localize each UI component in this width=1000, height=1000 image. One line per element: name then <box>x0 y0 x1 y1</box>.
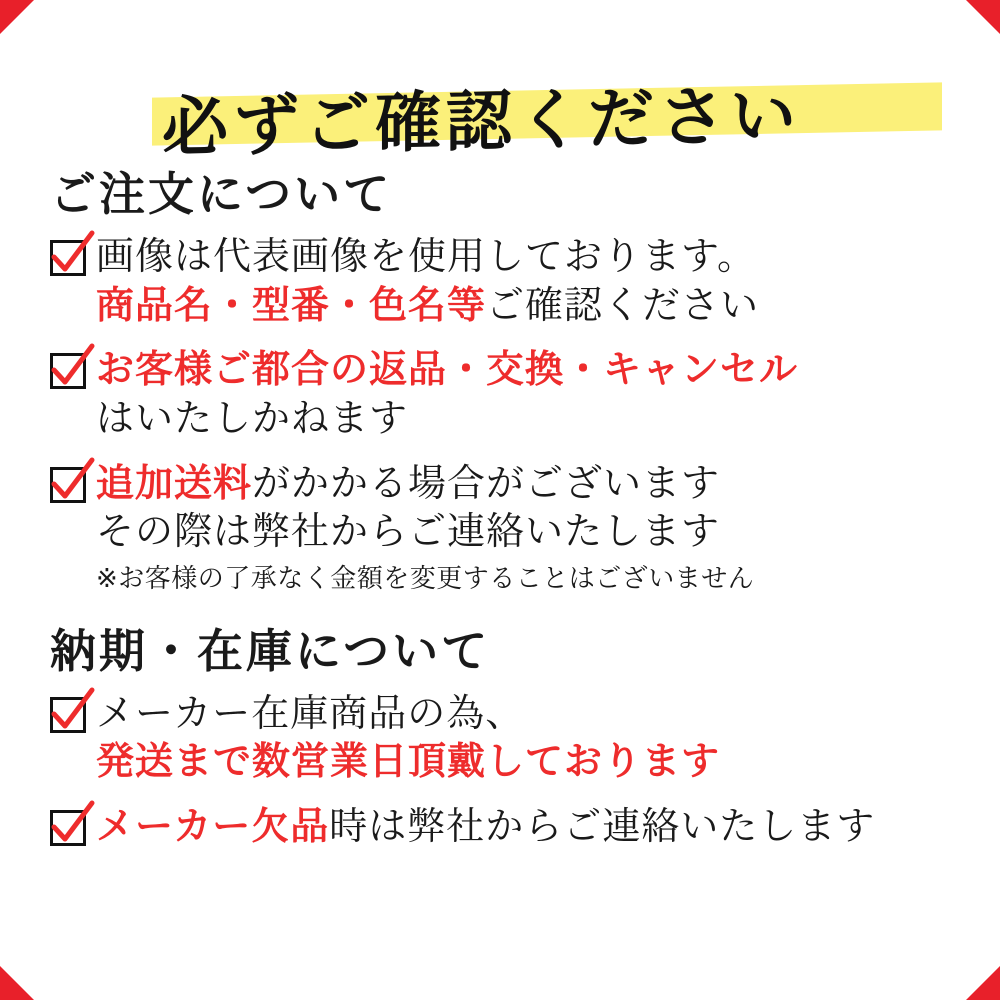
notice-line: 画像は代表画像を使用しております。 <box>96 234 756 278</box>
corner-decoration-bottom-right <box>966 966 1000 1000</box>
notice-item-text <box>96 232 960 329</box>
notice-line-rest: 時は弊社からご連絡いたします <box>329 804 876 848</box>
notice-item-text <box>96 802 960 851</box>
notice-footnote: ※お客様の了承なく金額を変更することはございません <box>96 563 755 594</box>
page-title: 必ずご確認ください <box>162 76 801 167</box>
corner-decoration-top-left <box>0 0 34 34</box>
notice-line: その際は弊社からご連絡いたします <box>96 509 721 554</box>
section-heading-orders: ご注文について <box>50 167 393 221</box>
notice-line <box>96 459 960 508</box>
checkbox-checked-icon <box>50 697 86 733</box>
notice-item <box>50 345 960 442</box>
notice-line-rest: ご確認ください <box>486 282 760 327</box>
notice-item <box>50 459 960 595</box>
notice-line: 発送まで数営業日頂戴しております <box>96 739 721 784</box>
notice-line: お客様ご都合の返品・交換・キャンセル <box>96 347 799 392</box>
notice-line-rest: がかかる場合がございます <box>252 460 721 505</box>
notice-item-text <box>96 345 960 442</box>
notice-item <box>50 232 960 329</box>
checkbox-checked-icon <box>50 353 86 389</box>
notice-line <box>96 802 960 851</box>
section-heading-delivery: 納期・在庫について <box>50 623 491 678</box>
notice-line: はいたしかねます <box>96 395 409 440</box>
checkbox-checked-icon <box>50 467 86 503</box>
notice-line-emphasis: メーカー欠品 <box>96 804 330 848</box>
notice-line: メーカー在庫商品の為、 <box>96 690 525 735</box>
checkbox-checked-icon <box>50 810 86 846</box>
notice-item <box>50 802 960 851</box>
checkbox-checked-icon <box>50 240 86 276</box>
notice-line-emphasis: 追加送料 <box>96 460 253 505</box>
corner-decoration-bottom-left <box>0 966 34 1000</box>
notice-item-text <box>96 689 960 786</box>
notice-item-text <box>96 459 960 595</box>
notice-line-emphasis: 商品名・型番・色名等 <box>96 282 487 327</box>
notice-item <box>50 689 960 786</box>
notice-line <box>96 281 960 330</box>
corner-decoration-top-right <box>966 0 1000 34</box>
page-title-area <box>44 44 960 167</box>
